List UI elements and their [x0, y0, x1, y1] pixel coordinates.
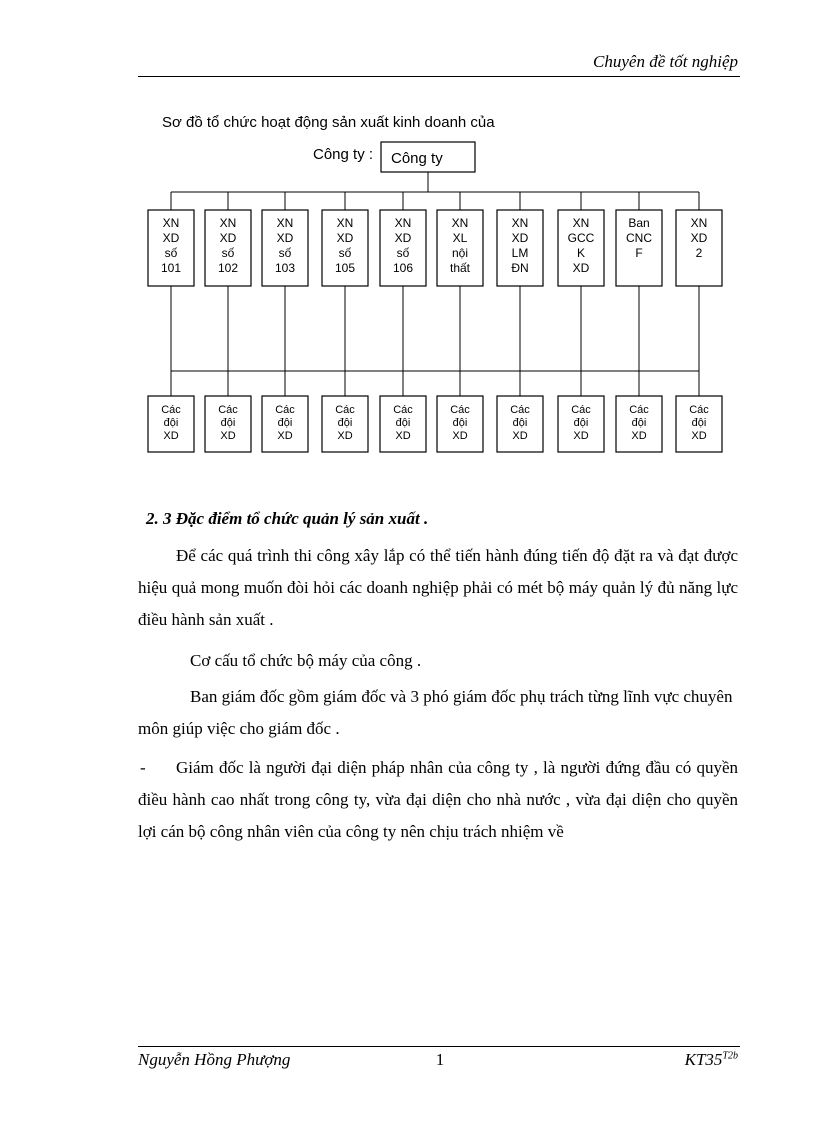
- team-label: đội: [163, 417, 179, 429]
- team-label: XD: [512, 430, 528, 442]
- unit-label: XN: [394, 216, 412, 230]
- team-label: đội: [573, 417, 589, 429]
- footer-page-number: 1: [435, 1050, 445, 1069]
- team-label: XD: [163, 430, 179, 442]
- unit-label: LM: [511, 246, 529, 260]
- team-label: Các: [571, 404, 591, 416]
- unit-label: XN: [219, 216, 237, 230]
- unit-label: CNC: [626, 231, 652, 245]
- unit-label: ĐN: [511, 261, 529, 275]
- unit-label: XN: [451, 216, 469, 230]
- bullet-dash: -: [140, 758, 146, 777]
- unit-label: nội: [451, 246, 469, 260]
- unit-label: XN: [276, 216, 294, 230]
- unit-label: 103: [274, 261, 296, 275]
- org-chart: [0, 0, 816, 470]
- team-label: đội: [220, 417, 236, 429]
- diagram-subtitle: Công ty :: [313, 146, 374, 163]
- team-label: Các: [275, 404, 295, 416]
- unit-label: XD: [162, 231, 180, 245]
- footer-author: Nguyễn Hồng Phượng: [138, 1050, 291, 1069]
- team-label: XD: [452, 430, 468, 442]
- unit-label: K: [576, 246, 586, 260]
- unit-label: F: [635, 246, 643, 260]
- team-label: XD: [395, 430, 411, 442]
- team-label: đội: [337, 417, 353, 429]
- unit-label: 101: [160, 261, 182, 275]
- team-label: Các: [218, 404, 238, 416]
- team-label: XD: [337, 430, 353, 442]
- unit-label: XD: [219, 231, 237, 245]
- footer-code-text: KT35: [684, 1050, 723, 1069]
- team-label: đội: [631, 417, 647, 429]
- unit-label: XN: [336, 216, 354, 230]
- unit-label: Ban: [628, 216, 650, 230]
- unit-label: số: [221, 246, 235, 260]
- unit-label: XL: [452, 231, 468, 245]
- team-label: Các: [510, 404, 530, 416]
- unit-label: số: [164, 246, 178, 260]
- paragraph-1-text: Để các quá trình thi công xây lắp có thể tiến hành đúng tiến độ đặt ra và đạt được hiệu quả mong muốn đòi hỏi các doanh nghiệp phải có mét bộ máy quản lý đủ năng lực điều hành sản xuất .: [138, 546, 738, 629]
- unit-label: XD: [572, 261, 590, 275]
- footer-code: [600, 1050, 738, 1070]
- team-label: Các: [629, 404, 649, 416]
- unit-label: thất: [449, 261, 471, 275]
- team-label: XD: [691, 430, 707, 442]
- unit-label: XN: [690, 216, 708, 230]
- unit-label: XD: [336, 231, 354, 245]
- team-label: XD: [220, 430, 236, 442]
- unit-label: 102: [217, 261, 239, 275]
- paragraph-4: [138, 752, 738, 848]
- unit-label: GCC: [567, 231, 595, 245]
- unit-label: số: [396, 246, 410, 260]
- paragraph-4-text: Giám đốc là người đại diện pháp nhân của công ty , là người đứng đầu có quyền điều hành cao nhất trong công ty, vừa đại diện cho nhà nước , vừa đại diện cho quyền lợi cán bộ công nhân viên của công ty nên chịu trách nhiệm về: [138, 758, 738, 841]
- team-label: Các: [161, 404, 181, 416]
- paragraph-3-text: Ban giám đốc gồm giám đốc và 3 phó giám đốc phụ trách từng lĩnh vực chuyên môn giúp việc cho giám đốc .: [138, 687, 733, 738]
- unit-label: số: [338, 246, 352, 260]
- unit-label: 106: [392, 261, 414, 275]
- team-label: Các: [335, 404, 355, 416]
- footer-rule: [138, 1046, 740, 1047]
- team-label: đội: [277, 417, 293, 429]
- team-label: đội: [452, 417, 468, 429]
- unit-label: 105: [334, 261, 356, 275]
- unit-label: XD: [690, 231, 708, 245]
- team-label: XD: [631, 430, 647, 442]
- team-label: Các: [393, 404, 413, 416]
- team-label: Các: [450, 404, 470, 416]
- paragraph-1: [138, 540, 738, 636]
- unit-label: XD: [511, 231, 529, 245]
- team-label: XD: [277, 430, 293, 442]
- footer-code-sup: T2b: [722, 1050, 738, 1062]
- unit-label: XN: [162, 216, 180, 230]
- section-title: 2. 3 Đặc điểm tổ chức quản lý sản xuất .: [146, 509, 429, 528]
- paragraph-2: Cơ cấu tổ chức bộ máy của công .: [190, 651, 422, 670]
- unit-label: XN: [511, 216, 529, 230]
- team-label: đội: [395, 417, 411, 429]
- header-title: Chuyên đề tốt nghiệp: [593, 52, 738, 71]
- root-label: Công ty: [391, 150, 443, 167]
- team-label: đội: [691, 417, 707, 429]
- team-label: XD: [573, 430, 589, 442]
- unit-label: 2: [695, 246, 703, 260]
- team-label: Các: [689, 404, 709, 416]
- unit-label: số: [278, 246, 292, 260]
- unit-label: XD: [394, 231, 412, 245]
- unit-label: XN: [572, 216, 590, 230]
- diagram-title: Sơ đồ tổ chức hoạt động sản xuất kinh doanh của: [162, 114, 495, 131]
- unit-label: XD: [276, 231, 294, 245]
- team-label: đội: [512, 417, 528, 429]
- paragraph-3: [138, 681, 738, 745]
